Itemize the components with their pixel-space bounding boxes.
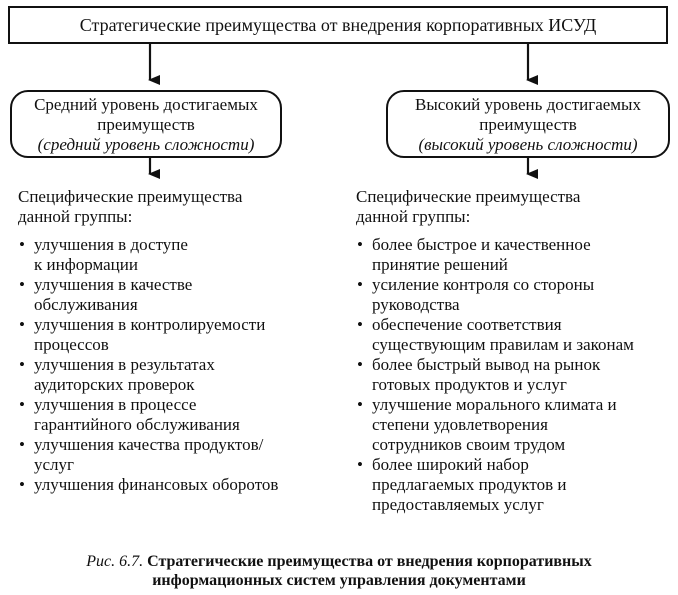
- item-text: обслуживания: [34, 295, 138, 314]
- list-item: [356, 395, 676, 455]
- figure-label: Рис. 6.7.: [86, 553, 144, 570]
- medium-level-line2: преимуществ: [97, 115, 195, 134]
- item-text: улучшения в контролируемости: [34, 315, 266, 334]
- item-text: руководства: [372, 295, 460, 314]
- list-item: [18, 435, 343, 475]
- item-text: улучшения в процессе: [34, 395, 197, 414]
- bullet-icon: •: [357, 235, 363, 254]
- top-title-box: [8, 6, 668, 44]
- bullet-icon: •: [357, 355, 363, 374]
- high-heading-line1: Специфические преимущества: [356, 187, 581, 206]
- bullet-icon: •: [19, 435, 25, 454]
- item-text: улучшения финансовых оборотов: [34, 475, 279, 494]
- figure-caption: [0, 552, 678, 590]
- item-text: более быстрый вывод на рынок: [372, 355, 601, 374]
- item-text: предлагаемых продуктов и: [372, 475, 567, 494]
- item-text: сотрудников своим трудом: [372, 435, 566, 454]
- high-heading-line2: данной группы:: [356, 207, 471, 226]
- item-text: степени удовлетворения: [372, 415, 548, 434]
- list-item: [356, 455, 676, 515]
- bullet-icon: •: [19, 355, 25, 374]
- medium-level-box: [10, 90, 282, 158]
- high-benefits-column: [356, 187, 676, 515]
- item-text: усиление контроля со стороны: [372, 275, 595, 294]
- high-level-line3: (высокий уровень сложности): [418, 135, 638, 154]
- bullet-icon: •: [357, 455, 363, 474]
- item-text: улучшения в качестве: [34, 275, 193, 294]
- list-item: [356, 355, 676, 395]
- bullet-icon: •: [357, 395, 363, 414]
- medium-benefits-column: [18, 187, 343, 495]
- list-item: [18, 475, 343, 495]
- list-item: [18, 275, 343, 315]
- high-benefits-list: [356, 235, 676, 515]
- item-text: более быстрое и качественное: [372, 235, 591, 254]
- item-text: улучшения в доступе: [34, 235, 188, 254]
- list-item: [18, 235, 343, 275]
- top-title: Стратегические преимущества от внедрения корпоративных ИСУД: [79, 15, 597, 35]
- bullet-icon: •: [357, 315, 363, 334]
- medium-level-line1: Средний уровень достигаемых: [34, 95, 258, 114]
- bullet-icon: •: [19, 235, 25, 254]
- high-benefits-heading: [356, 187, 676, 227]
- high-level-line1: Высокий уровень достигаемых: [415, 95, 641, 114]
- bullet-icon: •: [357, 275, 363, 294]
- item-text: обеспечение соответствия: [372, 315, 562, 334]
- bullet-icon: •: [19, 275, 25, 294]
- item-text: аудиторских проверок: [34, 375, 195, 394]
- item-text: готовых продуктов и услуг: [372, 375, 567, 394]
- item-text: улучшения в результатах: [34, 355, 215, 374]
- item-text: улучшения качества продуктов/: [34, 435, 264, 454]
- list-item: [356, 235, 676, 275]
- list-item: [18, 355, 343, 395]
- list-item: [356, 315, 676, 355]
- bullet-icon: •: [19, 315, 25, 334]
- bullet-icon: •: [19, 395, 25, 414]
- item-text: услуг: [34, 455, 75, 474]
- medium-benefits-list: [18, 235, 343, 495]
- list-item: [356, 275, 676, 315]
- item-text: улучшение морального климата и: [372, 395, 617, 414]
- caption-text-line2: информационных систем управления документами: [152, 572, 526, 589]
- bullet-icon: •: [19, 475, 25, 494]
- medium-heading-line2: данной группы:: [18, 207, 133, 226]
- item-text: к информации: [34, 255, 138, 274]
- medium-level-line3: (средний уровень сложности): [37, 135, 255, 154]
- caption-line1: [0, 552, 678, 571]
- high-level-box: [386, 90, 670, 158]
- caption-text-line1: Стратегические преимущества от внедрения корпоративных: [147, 553, 592, 570]
- medium-benefits-heading: [18, 187, 343, 227]
- medium-heading-line1: Специфические преимущества: [18, 187, 243, 206]
- item-text: предоставляемых услуг: [372, 495, 544, 514]
- item-text: гарантийного обслуживания: [34, 415, 240, 434]
- item-text: принятие решений: [372, 255, 508, 274]
- list-item: [18, 395, 343, 435]
- item-text: более широкий набор: [372, 455, 529, 474]
- item-text: процессов: [34, 335, 109, 354]
- item-text: существующим правилам и законам: [372, 335, 634, 354]
- high-level-line2: преимуществ: [479, 115, 577, 134]
- list-item: [18, 315, 343, 355]
